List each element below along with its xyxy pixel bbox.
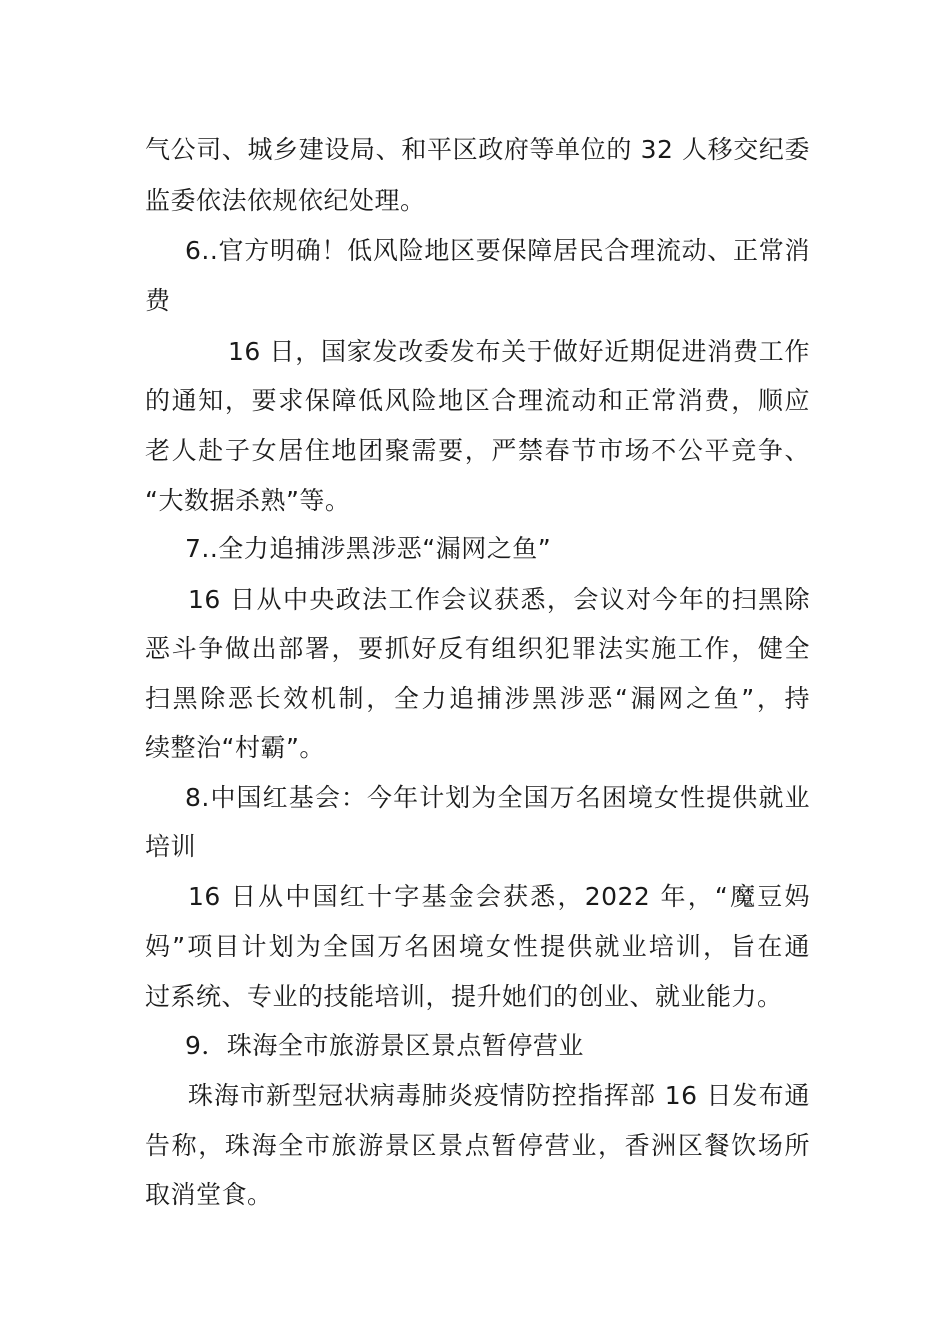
item9-heading: 9．珠海全市旅游景区景点暂停营业 <box>185 1031 584 1060</box>
item8-body-line-1: 16 日从中国红十字基金会获悉，2022 年，“魔豆妈 <box>188 882 810 911</box>
item6-body-line-3: 老人赴子女居住地团聚需要，严禁春节市场不公平竞争、 <box>145 436 810 465</box>
item7-body-line-3: 扫黑除恶长效机制，全力追捕涉黑涉恶“漏网之鱼”，持 <box>145 684 810 713</box>
item8-heading-line-1: 8.中国红基会：今年计划为全国万名困境女性提供就业 <box>185 783 810 812</box>
item6-body-line-1: 16 日，国家发改委发布关于做好近期促进消费工作 <box>228 337 810 366</box>
item7-body-line-4: 续整治“村霸”。 <box>145 733 325 762</box>
item8-body-line-3: 过系统、专业的技能培训，提升她们的创业、就业能力。 <box>145 982 783 1011</box>
item7-heading: 7..全力追捕涉黑涉恶“漏网之鱼” <box>185 534 552 563</box>
item7-body-line-2: 恶斗争做出部署，要抓好反有组织犯罪法实施工作，健全 <box>145 634 810 663</box>
item9-body-line-1: 珠海市新型冠状病毒肺炎疫情防控指挥部 16 日发布通 <box>188 1081 810 1110</box>
item6-heading-line-1: 6..官方明确！低风险地区要保障居民合理流动、正常消 <box>185 236 810 265</box>
item9-body-line-2: 告称，珠海全市旅游景区景点暂停营业，香洲区餐饮场所 <box>145 1131 810 1160</box>
item6-heading-line-2: 费 <box>145 286 171 315</box>
item8-heading-line-2: 培训 <box>145 832 197 861</box>
item7-body-line-1: 16 日从中央政法工作会议获悉，会议对今年的扫黑除 <box>188 585 810 614</box>
item6-body-line-2: 的通知，要求保障低风险地区合理流动和正常消费，顺应 <box>145 386 810 415</box>
item9-body-line-3: 取消堂食。 <box>145 1180 273 1209</box>
item8-body-line-2: 妈”项目计划为全国万名困境女性提供就业培训，旨在通 <box>145 932 810 961</box>
intro-line-1: 气公司、城乡建设局、和平区政府等单位的 32 人移交纪委 <box>145 135 810 164</box>
intro-line-2: 监委依法依规依纪处理。 <box>145 186 426 215</box>
item6-body-line-4: “大数据杀熟”等。 <box>145 486 351 515</box>
